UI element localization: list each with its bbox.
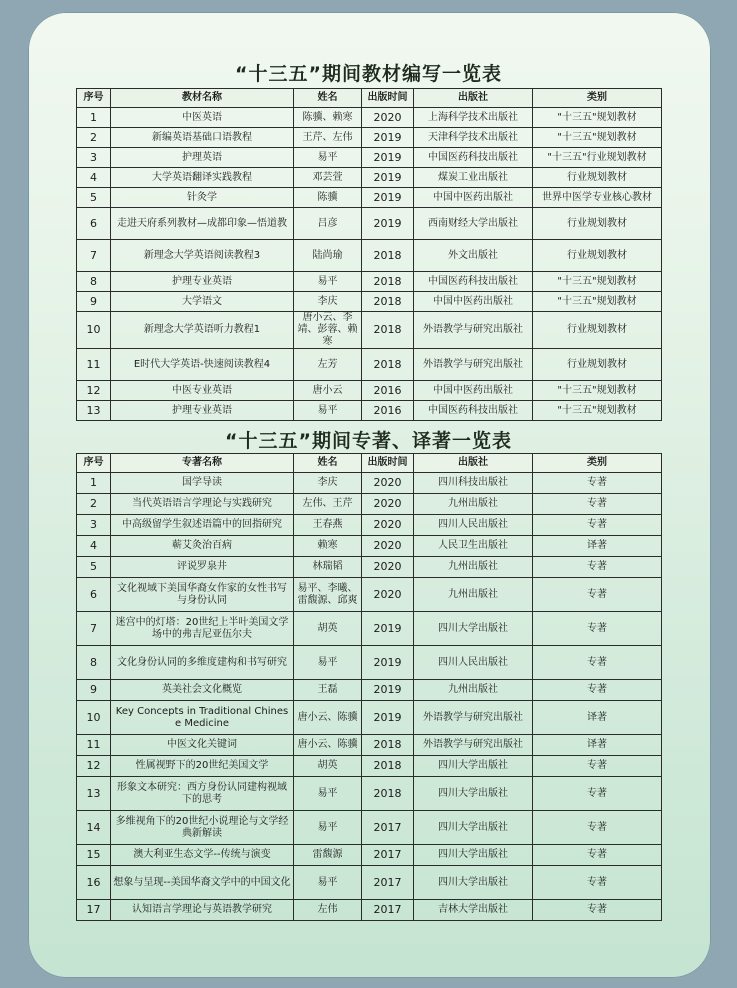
cell-title: 新编英语基础口语教程 <box>111 128 294 148</box>
cell-title: 大学英语翻译实践教程 <box>111 168 294 188</box>
cell-year: 2018 <box>362 777 414 811</box>
table-row <box>77 756 662 777</box>
cell-title: 新理念大学英语听力教程1 <box>111 312 294 349</box>
cell-category: 行业规划教材 <box>533 240 662 272</box>
cell-publisher: 西南财经大学出版社 <box>414 208 533 240</box>
cell-publisher: 九州出版社 <box>414 578 533 612</box>
table-row <box>77 612 662 646</box>
table-row <box>77 401 662 421</box>
cell-publisher: 吉林大学出版社 <box>414 900 533 921</box>
cell-index: 1 <box>77 473 111 494</box>
section-title-textbooks: “十三五”期间教材编写一览表 <box>235 63 502 85</box>
cell-category: 专著 <box>533 680 662 701</box>
cell-index: 6 <box>77 578 111 612</box>
cell-title: 评说罗泉井 <box>111 557 294 578</box>
header-year: 出版时间 <box>362 454 414 473</box>
cell-year: 2019 <box>362 612 414 646</box>
cell-year: 2018 <box>362 349 414 381</box>
cell-title: 新理念大学英语阅读教程3 <box>111 240 294 272</box>
cell-title: Key Concepts in Traditional Chinese Medicine <box>111 701 294 735</box>
cell-year: 2019 <box>362 168 414 188</box>
cell-author: 胡英 <box>294 756 362 777</box>
cell-index: 2 <box>77 494 111 515</box>
table-header-row <box>77 454 662 473</box>
cell-year: 2020 <box>362 515 414 536</box>
cell-author: 林瑞韬 <box>294 557 362 578</box>
cell-year: 2017 <box>362 845 414 866</box>
cell-author: 邓芸萱 <box>294 168 362 188</box>
cell-publisher: 九州出版社 <box>414 680 533 701</box>
cell-author: 易平 <box>294 148 362 168</box>
cell-author: 陈骥 <box>294 188 362 208</box>
cell-index: 8 <box>77 272 111 292</box>
cell-category: "十三五"规划教材 <box>533 401 662 421</box>
cell-index: 7 <box>77 240 111 272</box>
cell-year: 2019 <box>362 680 414 701</box>
cell-year: 2019 <box>362 701 414 735</box>
cell-index: 3 <box>77 515 111 536</box>
cell-author: 唐小云、陈骥 <box>294 735 362 756</box>
cell-category: 专著 <box>533 494 662 515</box>
cell-publisher: 煤炭工业出版社 <box>414 168 533 188</box>
cell-category: 译著 <box>533 735 662 756</box>
cell-author: 左伟 <box>294 900 362 921</box>
cell-year: 2016 <box>362 381 414 401</box>
cell-index: 13 <box>77 401 111 421</box>
cell-year: 2016 <box>362 401 414 421</box>
cell-year: 2018 <box>362 272 414 292</box>
cell-publisher: 外语教学与研究出版社 <box>414 312 533 349</box>
cell-publisher: 四川大学出版社 <box>414 845 533 866</box>
cell-author: 陆尚瑜 <box>294 240 362 272</box>
header-index: 序号 <box>77 89 111 108</box>
cell-title: 护理专业英语 <box>111 401 294 421</box>
cell-author: 吕彦 <box>294 208 362 240</box>
cell-author: 雷馥源 <box>294 845 362 866</box>
cell-category: "十三五"规划教材 <box>533 292 662 312</box>
cell-year: 2017 <box>362 900 414 921</box>
cell-publisher: 中国中医药出版社 <box>414 292 533 312</box>
table-row <box>77 680 662 701</box>
cell-year: 2020 <box>362 536 414 557</box>
textbooks-table-body <box>77 108 662 421</box>
cell-year: 2018 <box>362 312 414 349</box>
cell-index: 5 <box>77 188 111 208</box>
cell-title: 中医专业英语 <box>111 381 294 401</box>
cell-category: "十三五"行业规划教材 <box>533 148 662 168</box>
cell-category: 专著 <box>533 900 662 921</box>
cell-category: 专著 <box>533 557 662 578</box>
cell-index: 12 <box>77 381 111 401</box>
header-year: 出版时间 <box>362 89 414 108</box>
cell-publisher: 人民卫生出版社 <box>414 536 533 557</box>
cell-title: 英美社会文化概览 <box>111 680 294 701</box>
cell-category: 专著 <box>533 845 662 866</box>
cell-author: 左芳 <box>294 349 362 381</box>
cell-publisher: 外文出版社 <box>414 240 533 272</box>
cell-author: 赖寒 <box>294 536 362 557</box>
header-title: 专著名称 <box>111 454 294 473</box>
cell-year: 2019 <box>362 208 414 240</box>
cell-title: 护理英语 <box>111 148 294 168</box>
table-row <box>77 292 662 312</box>
cell-year: 2019 <box>362 188 414 208</box>
cell-title: 文化视域下美国华裔女作家的女性书写与身份认同 <box>111 578 294 612</box>
cell-year: 2020 <box>362 108 414 128</box>
cell-title: 多维视角下的20世纪小说理论与文学经典新解读 <box>111 811 294 845</box>
cell-title: 澳大利亚生态文学--传统与演变 <box>111 845 294 866</box>
cell-category: 译著 <box>533 536 662 557</box>
cell-index: 4 <box>77 536 111 557</box>
cell-year: 2020 <box>362 557 414 578</box>
cell-category: "十三五"规划教材 <box>533 381 662 401</box>
cell-publisher: 九州出版社 <box>414 494 533 515</box>
table-row <box>77 381 662 401</box>
cell-title: 蕲艾灸治百病 <box>111 536 294 557</box>
table-row <box>77 646 662 680</box>
cell-title: 形象文本研究：西方身份认同建构视域下的思考 <box>111 777 294 811</box>
cell-publisher: 四川大学出版社 <box>414 612 533 646</box>
cell-publisher: 上海科学技术出版社 <box>414 108 533 128</box>
cell-index: 8 <box>77 646 111 680</box>
table-row <box>77 168 662 188</box>
table-row <box>77 735 662 756</box>
cell-category: 专著 <box>533 612 662 646</box>
cell-author: 王芹、左伟 <box>294 128 362 148</box>
header-author: 姓名 <box>294 454 362 473</box>
cell-author: 王春燕 <box>294 515 362 536</box>
cell-author: 胡英 <box>294 612 362 646</box>
table-row <box>77 240 662 272</box>
cell-index: 17 <box>77 900 111 921</box>
cell-index: 12 <box>77 756 111 777</box>
cell-index: 7 <box>77 612 111 646</box>
header-author: 姓名 <box>294 89 362 108</box>
table-row <box>77 536 662 557</box>
cell-author: 易平、李曦、雷馥源、邱爽 <box>294 578 362 612</box>
cell-publisher: 中国医药科技出版社 <box>414 272 533 292</box>
cell-index: 14 <box>77 811 111 845</box>
cell-author: 易平 <box>294 646 362 680</box>
cell-index: 4 <box>77 168 111 188</box>
cell-title: 大学语文 <box>111 292 294 312</box>
cell-category: "十三五"规划教材 <box>533 128 662 148</box>
cell-category: 行业规划教材 <box>533 208 662 240</box>
cell-author: 唐小云、陈骥 <box>294 701 362 735</box>
cell-year: 2017 <box>362 866 414 900</box>
cell-title: 迷宫中的灯塔：20世纪上半叶美国文学场中的弗吉尼亚伍尔夫 <box>111 612 294 646</box>
cell-publisher: 四川人民出版社 <box>414 646 533 680</box>
cell-title: 中医英语 <box>111 108 294 128</box>
table-row <box>77 473 662 494</box>
cell-year: 2019 <box>362 148 414 168</box>
cell-category: 专著 <box>533 646 662 680</box>
table-row <box>77 128 662 148</box>
cell-title: 文化身份认同的多维度建构和书写研究 <box>111 646 294 680</box>
table-row <box>77 312 662 349</box>
cell-year: 2017 <box>362 811 414 845</box>
cell-category: 专著 <box>533 811 662 845</box>
cell-category: 行业规划教材 <box>533 312 662 349</box>
cell-year: 2020 <box>362 578 414 612</box>
cell-index: 2 <box>77 128 111 148</box>
cell-index: 9 <box>77 680 111 701</box>
table-row <box>77 900 662 921</box>
cell-title: E时代大学英语-快速阅读教程4 <box>111 349 294 381</box>
header-publisher: 出版社 <box>414 89 533 108</box>
header-category: 类别 <box>533 89 662 108</box>
cell-author: 易平 <box>294 866 362 900</box>
cell-index: 6 <box>77 208 111 240</box>
cell-publisher: 四川人民出版社 <box>414 515 533 536</box>
cell-category: 专著 <box>533 777 662 811</box>
cell-year: 2018 <box>362 756 414 777</box>
cell-author: 易平 <box>294 777 362 811</box>
table-row <box>77 188 662 208</box>
table-row <box>77 272 662 292</box>
cell-author: 李庆 <box>294 473 362 494</box>
monographs-table-body <box>77 473 662 921</box>
monographs-table <box>76 453 662 921</box>
cell-category: 世界中医学专业核心教材 <box>533 188 662 208</box>
cell-category: 专著 <box>533 473 662 494</box>
cell-author: 左伟、王芹 <box>294 494 362 515</box>
textbooks-table <box>76 88 662 421</box>
table-row <box>77 349 662 381</box>
cell-title: 想象与呈现--美国华裔文学中的中国文化 <box>111 866 294 900</box>
table-row <box>77 578 662 612</box>
header-category: 类别 <box>533 454 662 473</box>
cell-index: 15 <box>77 845 111 866</box>
cell-year: 2018 <box>362 735 414 756</box>
cell-category: 专著 <box>533 515 662 536</box>
cell-category: 译著 <box>533 701 662 735</box>
cell-category: 专著 <box>533 578 662 612</box>
cell-index: 1 <box>77 108 111 128</box>
cell-publisher: 四川大学出版社 <box>414 866 533 900</box>
table-row <box>77 845 662 866</box>
cell-index: 11 <box>77 349 111 381</box>
cell-index: 13 <box>77 777 111 811</box>
cell-title: 针灸学 <box>111 188 294 208</box>
cell-index: 9 <box>77 292 111 312</box>
cell-title: 护理专业英语 <box>111 272 294 292</box>
cell-index: 16 <box>77 866 111 900</box>
cell-publisher: 中国医药科技出版社 <box>414 401 533 421</box>
cell-publisher: 外语教学与研究出版社 <box>414 735 533 756</box>
cell-year: 2018 <box>362 240 414 272</box>
cell-title: 性属视野下的20世纪美国文学 <box>111 756 294 777</box>
cell-author: 陈骥、赖寒 <box>294 108 362 128</box>
cell-index: 5 <box>77 557 111 578</box>
table-row <box>77 811 662 845</box>
table-header-row <box>77 89 662 108</box>
cell-publisher: 外语教学与研究出版社 <box>414 349 533 381</box>
cell-author: 唐小云 <box>294 381 362 401</box>
cell-title: 中高级留学生叙述语篇中的回指研究 <box>111 515 294 536</box>
cell-author: 王磊 <box>294 680 362 701</box>
cell-index: 3 <box>77 148 111 168</box>
table-row <box>77 866 662 900</box>
cell-year: 2020 <box>362 494 414 515</box>
cell-year: 2019 <box>362 646 414 680</box>
cell-title: 认知语言学理论与英语教学研究 <box>111 900 294 921</box>
cell-author: 唐小云、李靖、彭蓉、赖寒 <box>294 312 362 349</box>
table-row <box>77 148 662 168</box>
cell-category: "十三五"规划教材 <box>533 108 662 128</box>
cell-index: 10 <box>77 701 111 735</box>
cell-year: 2018 <box>362 292 414 312</box>
table-row <box>77 108 662 128</box>
cell-publisher: 九州出版社 <box>414 557 533 578</box>
cell-index: 11 <box>77 735 111 756</box>
cell-title: 当代英语语言学理论与实践研究 <box>111 494 294 515</box>
table-row <box>77 701 662 735</box>
section-title-monographs: “十三五”期间专著、译著一览表 <box>225 430 512 452</box>
cell-title: 走进天府系列教材—成都印象—悟道教 <box>111 208 294 240</box>
cell-category: "十三五"规划教材 <box>533 272 662 292</box>
header-title: 教材名称 <box>111 89 294 108</box>
cell-title: 中医文化关键词 <box>111 735 294 756</box>
cell-year: 2019 <box>362 128 414 148</box>
cell-category: 行业规划教材 <box>533 349 662 381</box>
table-row <box>77 515 662 536</box>
table-row <box>77 777 662 811</box>
cell-publisher: 中国医药科技出版社 <box>414 148 533 168</box>
table-row <box>77 208 662 240</box>
header-index: 序号 <box>77 454 111 473</box>
cell-category: 行业规划教材 <box>533 168 662 188</box>
cell-author: 易平 <box>294 811 362 845</box>
header-publisher: 出版社 <box>414 454 533 473</box>
cell-title: 国学导读 <box>111 473 294 494</box>
cell-year: 2020 <box>362 473 414 494</box>
cell-author: 李庆 <box>294 292 362 312</box>
cell-publisher: 外语教学与研究出版社 <box>414 701 533 735</box>
cell-category: 专著 <box>533 866 662 900</box>
cell-publisher: 天津科学技术出版社 <box>414 128 533 148</box>
cell-publisher: 四川大学出版社 <box>414 811 533 845</box>
cell-publisher: 四川科技出版社 <box>414 473 533 494</box>
cell-author: 易平 <box>294 401 362 421</box>
table-row <box>77 557 662 578</box>
cell-publisher: 中国中医药出版社 <box>414 381 533 401</box>
cell-publisher: 四川大学出版社 <box>414 756 533 777</box>
cell-publisher: 四川大学出版社 <box>414 777 533 811</box>
cell-index: 10 <box>77 312 111 349</box>
cell-category: 专著 <box>533 756 662 777</box>
cell-publisher: 中国中医药出版社 <box>414 188 533 208</box>
cell-author: 易平 <box>294 272 362 292</box>
table-row <box>77 494 662 515</box>
